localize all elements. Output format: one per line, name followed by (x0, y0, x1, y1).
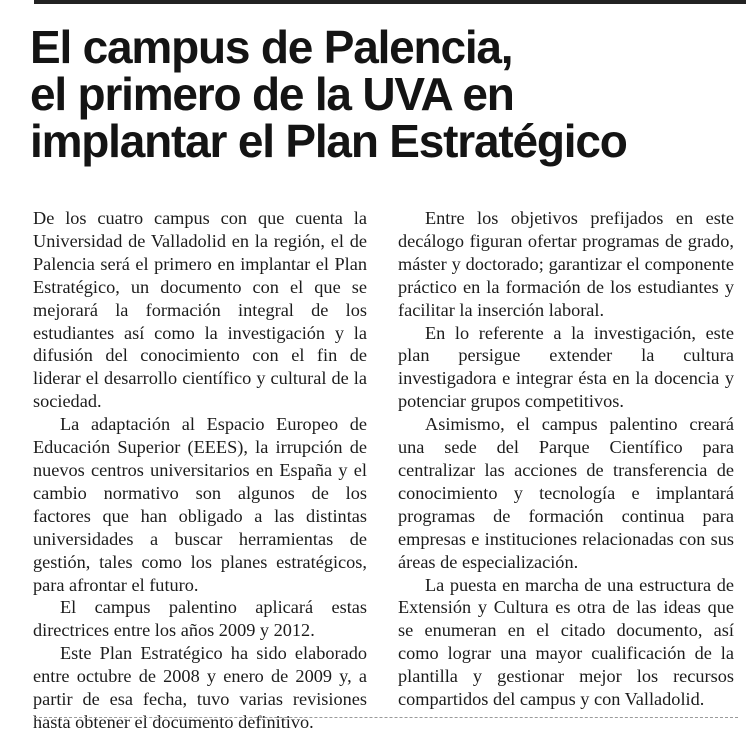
bottom-rule (34, 717, 738, 718)
left-column (33, 207, 367, 734)
right-column (398, 207, 734, 711)
paragraph-culture: La puesta en marcha de una estructura de Extensión y Cultura es otra de las ideas que se enumeran en el citado documento, así como lograr una mayor cualificación de la plantilla y gestionar mejor los recursos compartidos del campus y con Valladolid. (398, 574, 734, 710)
top-rule (34, 0, 746, 4)
paragraph-eees: La adaptación al Espacio Europeo de Educación Superior (EEES), la irrupción de nuevos centros universitarios en España y el cambio normativo son algunos de los factores que han obligado a las distintas universidades a buscar herramientas de gestión, tales como los planes estratégicos, para afrontar el futuro. (33, 414, 367, 595)
paragraph-intro: De los cuatro campus con que cuenta la Universidad de Valladolid en la región, el de Palencia será el primero en implantar el Plan Estratégico, un documento con el que se mejorará la formación integral de los estudiantes así como la investigación y la difusión del conocimiento con el fin de liderar el desarrollo científico y cultural de la sociedad. (33, 208, 367, 412)
paragraph-research: En lo referente a la investigación, este plan persigue extender la cultura investigadora e integrar ésta en la docencia y potenciar grupos competitivos. (398, 322, 734, 412)
headline-line-1: El campus de Palencia, (30, 21, 513, 73)
paragraph-objectives: Entre los objetivos prefijados en este decálogo figuran ofertar programas de grado, máster y doctorado; garantizar el componente práctico en la formación de los estudiantes y facilitar la inserción laboral. (398, 208, 734, 320)
headline (30, 21, 730, 167)
headline-line-2: el primero de la UVA en (30, 68, 514, 120)
paragraph-elaboration: Este Plan Estratégico ha sido elaborado entre octubre de 2008 y enero de 2009 y, a partir de esa fecha, tuvo varias revisiones hasta obtener el documento definitivo. (33, 643, 367, 732)
paragraph-dates: El campus palentino aplicará estas directrices entre los años 2009 y 2012. (33, 597, 367, 641)
headline-line-3: implantar el Plan Estratégico (30, 115, 627, 167)
paragraph-science-park: Asimismo, el campus palentino creará una sede del Parque Científico para centralizar las acciones de transferencia de conocimiento y tecnología e implantará programas de formación continua para empresas e instituciones relacionadas con sus áreas de especialización. (398, 414, 734, 572)
